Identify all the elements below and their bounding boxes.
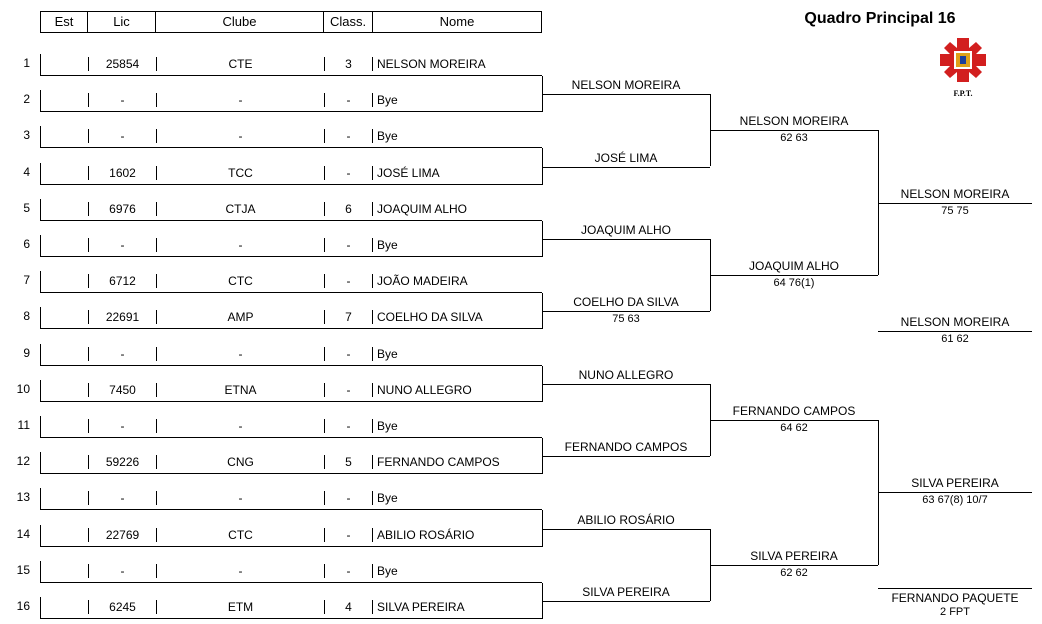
clube-cell: ETM xyxy=(156,600,324,614)
lic-cell: - xyxy=(88,491,156,505)
player-name: ABILIO ROSÁRIO xyxy=(372,528,542,542)
class-cell: 4 xyxy=(324,600,372,614)
clube-cell: - xyxy=(156,491,324,505)
table-row xyxy=(0,54,545,76)
player-name: Bye xyxy=(372,93,542,107)
lic-cell: 6712 xyxy=(88,274,156,288)
semi-winner: NELSON MOREIRA xyxy=(900,186,1010,201)
header-lic: Lic xyxy=(87,11,156,33)
player-name: SILVA PEREIRA xyxy=(372,600,542,614)
row-number: 7 xyxy=(23,273,30,288)
player-name: JOSÉ LIMA xyxy=(372,166,542,180)
est-cell xyxy=(40,452,88,474)
row-underline xyxy=(40,256,542,257)
round2-winner: COELHO DA SILVA xyxy=(573,295,679,310)
row-number: 1 xyxy=(23,56,30,70)
class-cell: - xyxy=(324,274,372,288)
clube-cell: CTJA xyxy=(156,202,324,216)
player-name: FERNANDO CAMPOS xyxy=(372,455,542,469)
referee-name: FERNANDO PAQUETE xyxy=(891,591,1019,605)
final-score: 61 62 xyxy=(941,333,969,345)
est-cell xyxy=(40,90,88,112)
class-cell: 7 xyxy=(324,310,372,324)
player-name: Bye xyxy=(372,564,542,578)
semi-score: 75 75 xyxy=(941,204,969,217)
match-line xyxy=(542,384,710,385)
row-underline xyxy=(40,618,542,619)
match-line xyxy=(878,203,1032,204)
row-number: 11 xyxy=(17,418,30,432)
est-cell xyxy=(40,126,88,148)
round2-winner: NELSON MOREIRA xyxy=(571,78,681,93)
clube-cell: ETNA xyxy=(156,383,324,397)
match-line xyxy=(542,311,710,312)
est-cell xyxy=(40,416,88,438)
clube-cell: CTE xyxy=(156,57,324,71)
row-number: 4 xyxy=(23,164,30,179)
class-cell: - xyxy=(324,383,372,397)
player-name: Bye xyxy=(372,419,542,433)
lic-cell: 6245 xyxy=(88,600,156,614)
est-cell xyxy=(40,525,88,547)
match-line xyxy=(878,492,1032,493)
row-underline xyxy=(40,292,542,293)
row-underline xyxy=(40,184,542,185)
clube-cell: TCC xyxy=(156,166,324,180)
row-underline xyxy=(40,220,542,221)
player-name: NUNO ALLEGRO xyxy=(372,383,542,397)
class-cell: - xyxy=(324,564,372,578)
est-cell xyxy=(40,597,88,619)
table-row xyxy=(0,126,545,148)
match-line xyxy=(542,529,710,530)
lic-cell: - xyxy=(88,347,156,361)
est-cell xyxy=(40,271,88,293)
player-name: Bye xyxy=(372,129,542,143)
table-row xyxy=(0,380,545,402)
est-cell xyxy=(40,488,88,510)
clube-cell: - xyxy=(156,347,324,361)
round2-score: 75 63 xyxy=(612,313,640,326)
class-cell: - xyxy=(324,238,372,252)
class-cell: 6 xyxy=(324,202,372,216)
table-row xyxy=(0,235,545,257)
table-row xyxy=(0,271,545,293)
round3-score: 64 62 xyxy=(780,421,808,434)
row-number: 16 xyxy=(16,599,30,613)
lic-cell: 25854 xyxy=(88,57,156,71)
round2-winner: SILVA PEREIRA xyxy=(582,584,670,599)
round3-winner: FERNANDO CAMPOS xyxy=(732,403,856,418)
lic-cell: 7450 xyxy=(88,383,156,397)
match-line xyxy=(710,420,878,421)
clube-cell: CTC xyxy=(156,274,324,288)
round2-winner: JOAQUIM ALHO xyxy=(580,222,672,237)
class-cell: - xyxy=(324,93,372,107)
row-underline xyxy=(40,546,542,547)
clube-cell: - xyxy=(156,129,324,143)
est-cell xyxy=(40,54,88,76)
match-line xyxy=(542,167,710,168)
est-cell xyxy=(40,561,88,583)
round2-winner: FERNANDO CAMPOS xyxy=(564,440,688,455)
match-line xyxy=(542,456,710,457)
row-underline xyxy=(40,582,542,583)
est-cell xyxy=(40,199,88,221)
round3-winner: SILVA PEREIRA xyxy=(750,548,838,563)
row-underline xyxy=(40,147,542,148)
header-nome: Nome xyxy=(372,11,542,33)
round3-score: 62 62 xyxy=(780,566,808,579)
table-row xyxy=(0,561,545,583)
match-line xyxy=(710,275,878,276)
lic-cell: 1602 xyxy=(88,166,156,180)
lic-cell: - xyxy=(88,564,156,578)
row-number: 10 xyxy=(16,381,30,396)
table-row xyxy=(0,525,545,547)
row-number: 3 xyxy=(23,128,30,143)
table-row xyxy=(0,307,545,329)
header-class: Class. xyxy=(323,11,373,33)
row-number: 6 xyxy=(23,237,30,251)
match-line xyxy=(542,239,710,240)
round2-winner: ABILIO ROSÁRIO xyxy=(577,512,675,527)
round3-score: 62 63 xyxy=(780,132,808,145)
referee-note: 2 FPT xyxy=(940,606,970,618)
match-line xyxy=(710,130,878,131)
round2-winner: JOSÉ LIMA xyxy=(594,150,658,165)
lic-cell: 6976 xyxy=(88,202,156,216)
fpt-logo xyxy=(940,38,986,100)
row-underline xyxy=(40,437,542,438)
lic-cell: - xyxy=(88,419,156,433)
class-cell: - xyxy=(324,166,372,180)
referee-line xyxy=(878,588,1032,589)
clube-cell: - xyxy=(156,93,324,107)
match-line xyxy=(710,565,878,566)
header-est: Est xyxy=(40,11,88,33)
class-cell: - xyxy=(324,129,372,143)
logo-text: F.P.T. xyxy=(953,89,973,98)
class-cell: 3 xyxy=(324,57,372,71)
player-name: Bye xyxy=(372,491,542,505)
row-underline xyxy=(40,473,542,474)
table-row xyxy=(0,90,545,112)
semi-score: 63 67(8) 10/7 xyxy=(922,494,988,507)
round3-winner: JOAQUIM ALHO xyxy=(748,259,840,274)
player-name: COELHO DA SILVA xyxy=(372,310,542,324)
table-row xyxy=(0,452,545,474)
clube-cell: CNG xyxy=(156,455,324,469)
clube-cell: - xyxy=(156,419,324,433)
row-underline xyxy=(40,365,542,366)
table-row xyxy=(0,416,545,438)
round2-winner: NUNO ALLEGRO xyxy=(578,367,674,382)
table-row xyxy=(0,597,545,619)
class-cell: - xyxy=(324,528,372,542)
player-name: JOAQUIM ALHO xyxy=(372,202,542,216)
winner-line xyxy=(878,331,1032,332)
table-row xyxy=(0,344,545,366)
round3-winner: NELSON MOREIRA xyxy=(739,114,849,129)
lic-cell: 22691 xyxy=(88,310,156,324)
match-line xyxy=(542,601,710,602)
clube-cell: - xyxy=(156,564,324,578)
row-underline xyxy=(40,401,542,402)
row-number: 9 xyxy=(23,345,30,360)
row-number: 8 xyxy=(23,309,30,324)
row-number: 15 xyxy=(16,562,30,577)
class-cell: - xyxy=(324,347,372,361)
est-cell xyxy=(40,235,88,257)
class-cell: 5 xyxy=(324,455,372,469)
row-number: 14 xyxy=(16,526,30,541)
table-row xyxy=(0,163,545,185)
clube-cell: CTC xyxy=(156,528,324,542)
lic-cell: - xyxy=(88,129,156,143)
row-number: 13 xyxy=(16,490,30,505)
est-cell xyxy=(40,380,88,402)
clube-cell: AMP xyxy=(156,310,324,324)
table-row xyxy=(0,199,545,221)
semi-winner: SILVA PEREIRA xyxy=(911,476,999,491)
player-name: JOÃO MADEIRA xyxy=(372,274,542,288)
row-underline xyxy=(40,328,542,329)
lic-cell: - xyxy=(88,93,156,107)
est-cell xyxy=(40,344,88,366)
clube-cell: - xyxy=(156,238,324,252)
page-title: Quadro Principal 16 xyxy=(804,10,956,27)
header-clube: Clube xyxy=(155,11,324,33)
est-cell xyxy=(40,307,88,329)
lic-cell: 22769 xyxy=(88,528,156,542)
row-underline xyxy=(40,75,542,76)
est-cell xyxy=(40,163,88,185)
row-number: 2 xyxy=(23,92,30,107)
player-name: NELSON MOREIRA xyxy=(372,57,542,71)
class-cell: - xyxy=(324,491,372,505)
row-number: 5 xyxy=(23,200,30,215)
match-line xyxy=(542,94,710,95)
row-underline xyxy=(40,111,542,112)
player-name: Bye xyxy=(372,238,542,252)
row-number: 12 xyxy=(16,454,30,469)
lic-cell: 59226 xyxy=(88,455,156,469)
player-name: Bye xyxy=(372,347,542,361)
class-cell: - xyxy=(324,419,372,433)
table-row xyxy=(0,488,545,510)
champion-name: NELSON MOREIRA xyxy=(900,315,1010,329)
lic-cell: - xyxy=(88,238,156,252)
round3-score: 64 76(1) xyxy=(773,277,815,290)
row-underline xyxy=(40,509,542,510)
